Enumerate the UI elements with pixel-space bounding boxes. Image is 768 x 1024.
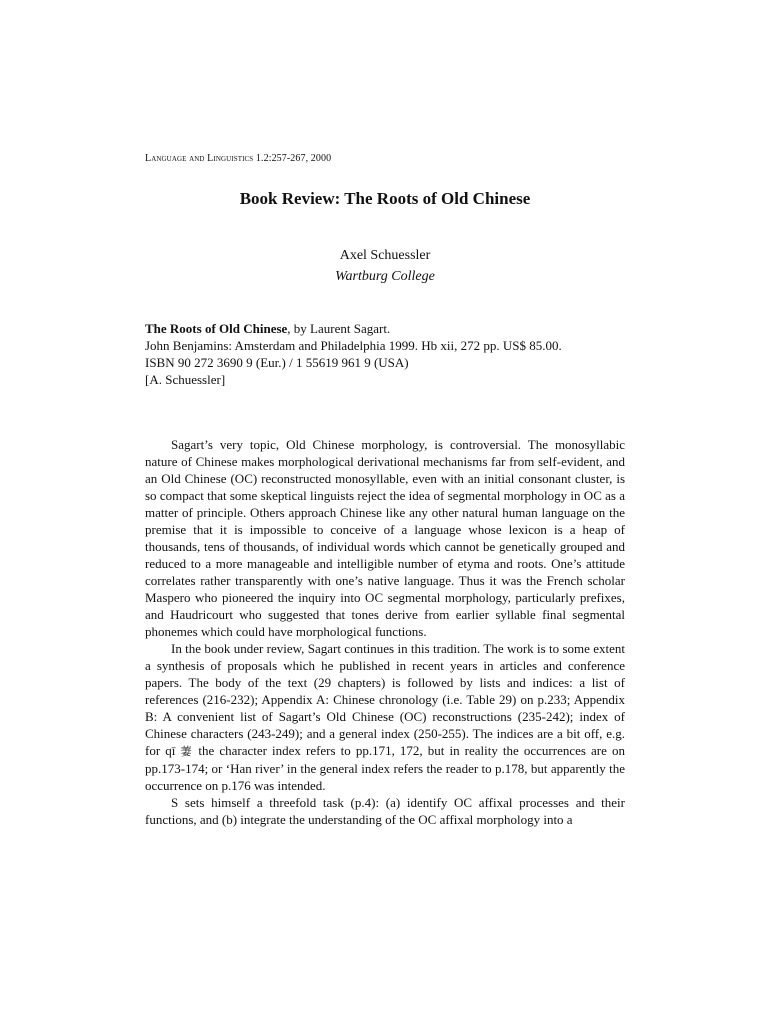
body-paragraph-2 <box>145 640 625 794</box>
author-affiliation: Wartburg College <box>335 269 435 284</box>
paragraph-2-text-start: In the book under review, Sagart continues in this tradition. The work is to some extent a synthesis of proposals which he published in recent years in articles and conference papers. The body of the text (29 chapters) is followed by lists and indices: a list of references (216-232); Appendix A: Chinese chronology (i.e. Table 29) on p.233; Appendix B: A convenient list of Sagart’s Old Chinese (OC) reconstructions (235-242); index of Chinese characters (243-249); and a general index (250-255). The indices are a bit off, e.g. for qī <box>145 641 625 758</box>
author-name: Axel Schuessler <box>339 248 431 263</box>
document-page <box>145 0 625 1024</box>
publisher-line: John Benjamins: Amsterdam and Philadelphia 1999. Hb xii, 272 pp. US$ 85.00. <box>145 338 562 353</box>
isbn-line: ISBN 90 272 3690 9 (Eur.) / 1 55619 961 9 (USA) <box>145 355 409 370</box>
chinese-character: 萋 <box>180 745 194 758</box>
journal-header <box>145 153 331 164</box>
reviewer-line: [A. Schuessler] <box>145 372 226 387</box>
book-bibliography <box>145 320 625 388</box>
journal-citation: 1.2:257-267, 2000 <box>255 153 332 164</box>
paragraph-2-text-end: the character index refers to pp.171, 172, but in reality the occurrences are on pp.173-174; or ‘Han river’ in the general index refers the reader to p.178, but apparently the occurrence on p.176 was intended. <box>145 743 625 793</box>
book-title: The Roots of Old Chinese <box>145 321 288 336</box>
book-author: , by Laurent Sagart. <box>287 321 391 336</box>
journal-name: Language and Linguistics <box>145 153 254 164</box>
bibliography-title-line <box>145 320 625 337</box>
review-body <box>145 436 625 828</box>
body-paragraph-1: Sagart’s very topic, Old Chinese morphology, is controversial. The monosyllabic nature of Chinese makes morphological derivational mechanisms far from self-evident, and an Old Chinese (OC) reconstructed monosyllable, even with an initial consonant cluster, is so compact that some skeptical linguists reject the idea of segmental morphology in OC as a matter of principle. Others approach Chinese like any other natural human language on the premise that it is impossible to conceive of a language whose lexicon is a heap of thousands, tens of thousands, of individual words which cannot be genetically grouped and reduced to a more manageable and intelligible number of etyma and roots. One’s attitude correlates rather transparently with one’s native language. Thus it was the French scholar Maspero who pioneered the inquiry into OC segmental morphology, particularly prefixes, and Haudricourt who suggested that tones derive from earlier syllable final segmental phonemes which could have morphological functions. <box>145 437 625 639</box>
article-title: Book Review: The Roots of Old Chinese <box>239 189 531 208</box>
body-paragraph-3: S sets himself a threefold task (p.4): (a) identify OC affixal processes and their functions, and (b) integrate the understanding of the OC affixal morphology into a <box>145 795 625 827</box>
